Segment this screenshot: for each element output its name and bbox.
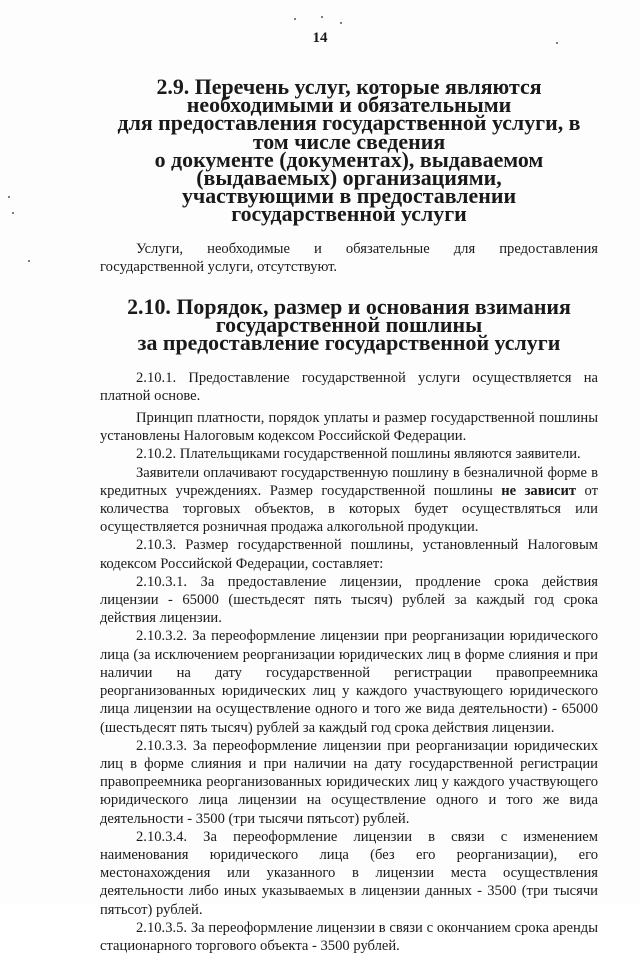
text-segment: от количества торговых объектов, в которых будет осуществляться или осуществляется розничная продажа алкогольной продукции. (100, 482, 598, 536)
paragraph-2-10-3-3: 2.10.3.3. За переоформление лицензии при реорганизации юридических лиц в форме слияния и при наличии на дату государственной регистрации правопреемника реорганизованных юридических лиц у каждого участвующего юридического лица лицензии на осуществление одного и того же вида деятельности - 3500 (три тысячи пятьсот) рублей. (100, 737, 598, 827)
heading-line: за предоставление государственной услуги (137, 330, 561, 356)
paragraph-2-10-3-4: 2.10.3.4. За переоформление лицензии в связи с изменением наименования юридического лица (без его реорганизации), его местонахождения или указанного в лицензии места осуществления деятельности либо иных указываемых в лицензии данных - 3500 (три тысячи пятьсот) рублей. (100, 828, 598, 918)
paragraph-2-10-3: 2.10.3. Размер государственной пошлины, установленный Налоговым кодексом Российской Федерации, составляет: (100, 537, 598, 572)
heading-line: 2.9. Перечень услуг, которые являются необходимыми и обязательными (156, 74, 542, 118)
text-segment: Заявители оплачивают государственную пошлину в безналичной форме в кредитных учреждениях. Размер государственной пошлины (100, 464, 598, 499)
section-2-9-text: Услуги, необходимые и обязательные для предоставления государственной услуги, отсутствуют. (100, 240, 598, 275)
scan-speck (12, 212, 14, 214)
paragraph-2-10-3-5: 2.10.3.5. За переоформление лицензии в связи с окончанием срока аренды стационарного торгового объекта - 3500 рублей. (100, 919, 598, 954)
heading-line: для предоставления государственной услуги, в том числе сведения (117, 110, 581, 154)
scan-speck (28, 260, 30, 262)
paragraph-2-10-1: 2.10.1. Предоставление государственной услуги осуществляется на платной основе. (100, 369, 598, 404)
scan-speck (294, 18, 296, 20)
paragraph-2-10-3-2: 2.10.3.2. За переоформление лицензии при реорганизации юридического лица (за исключением реорганизации юридических лиц в форме слияния и при наличии на дату государственной регистрации правопреемника реорганизованных юридических лиц у каждого участвующего юридического лица лицензии на осуществление одного и того же вида деятельности) - 65000 (шестьдесят пять тысяч) рублей за каждый год срока действия лицензии. (100, 628, 598, 736)
heading-line: 2.10. Порядок, размер и основания взимания государственной пошлины (127, 294, 571, 338)
scan-speck (340, 22, 342, 24)
scan-speck (321, 16, 323, 18)
section-2-9-heading (100, 74, 598, 227)
heading-line: участвующими в предоставлении государственной услуги (181, 183, 517, 227)
paragraph-payment-principle: Принцип платности, порядок уплаты и размер государственной пошлины установлены Налоговым кодексом Российской Федерации. (100, 410, 598, 445)
scan-speck (8, 196, 10, 198)
page-number: 14 (312, 30, 328, 46)
paragraph-payment-method (100, 464, 598, 537)
section-2-10-heading (100, 294, 598, 356)
paragraph-2-10-3-1: 2.10.3.1. За предоставление лицензии, продление срока действия лицензии - 65000 (шестьдесят пять тысяч) рублей за каждый год срока действия лицензии. (100, 573, 598, 627)
heading-line: о документе (документах), выдаваемом (выдаваемых) организациями, (154, 146, 544, 191)
document-body (100, 74, 598, 955)
paragraph-2-10-2: 2.10.2. Плательщиками государственной пошлины являются заявители. (136, 446, 581, 463)
bold-text: не зависит (501, 482, 577, 499)
